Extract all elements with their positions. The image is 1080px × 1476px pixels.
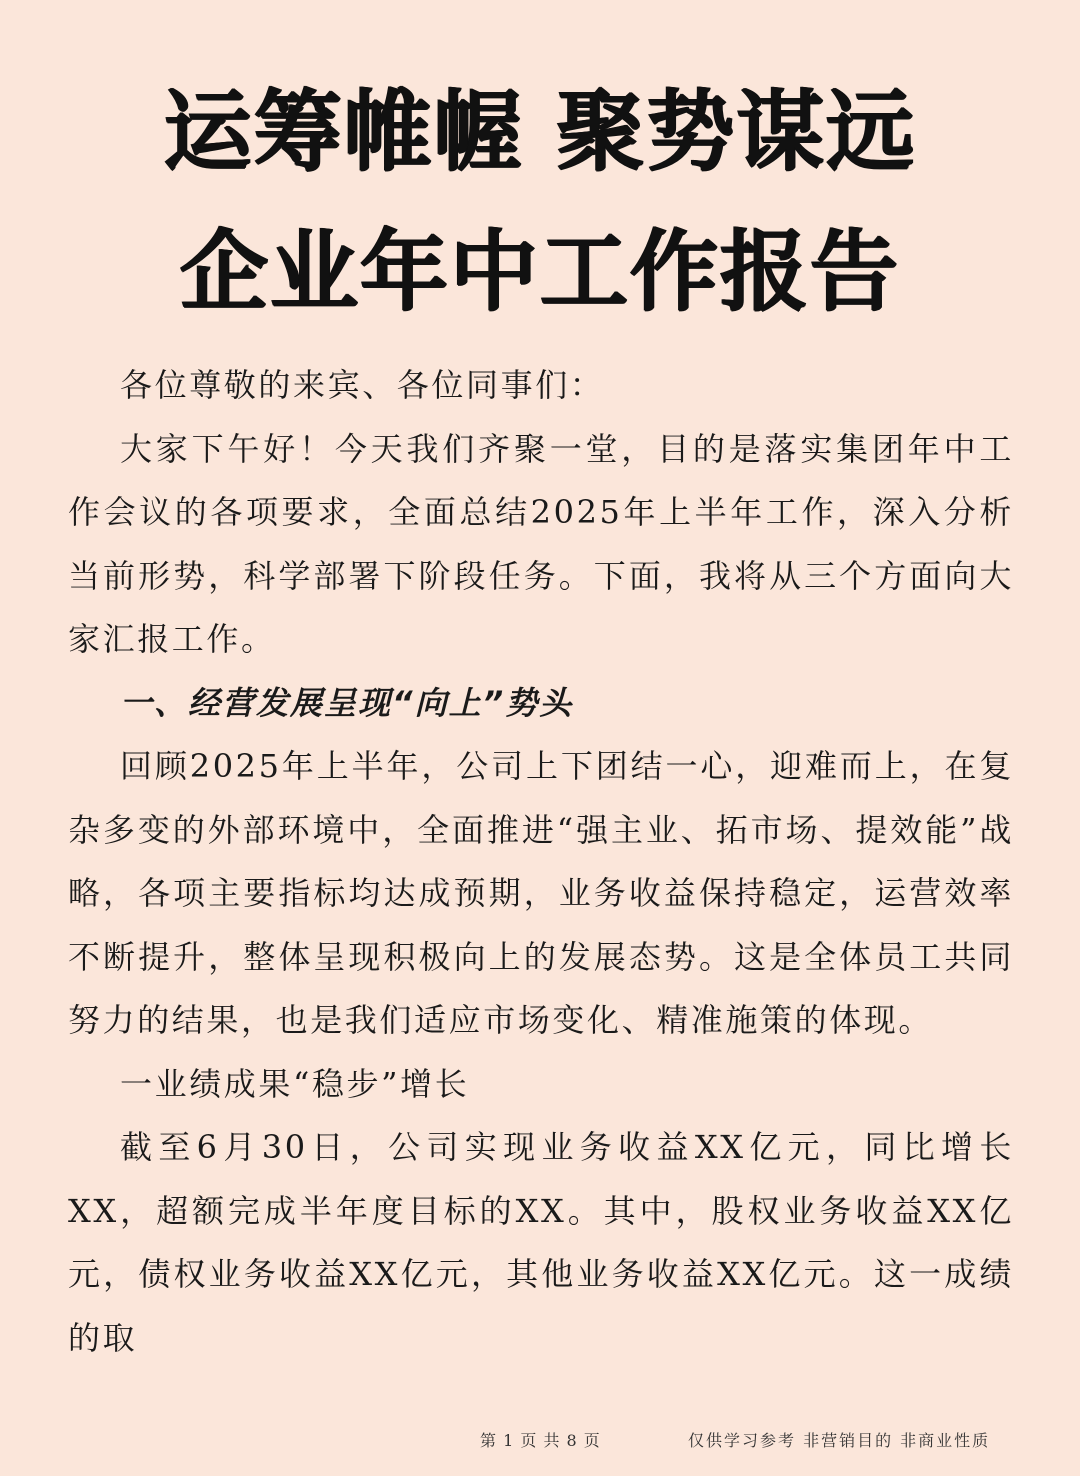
footer-disclaimer: 仅供学习参考 非营销目的 非商业性质 <box>688 1431 991 1450</box>
page-number: 第 1 页 共 8 页 <box>480 1431 601 1450</box>
body-paragraph: 回顾2025年上半年，公司上下团结一心，迎难而上，在复杂多变的外部环境中，全面推进“强主业、拓市场、提效能”战略，各项主要指标均达成预期，业务收益保持稳定，运营效率不断提升，整体呈现积极向上的发展态势。这是全体员工共同努力的结果，也是我们适应市场变化、精准施策的体现。 <box>68 747 1014 1039</box>
document-title-line-2: 企业年中工作报告 <box>179 220 900 323</box>
body-paragraph: 截至6月30日，公司实现业务收益XX亿元，同比增长XX，超额完成半年度目标的XX。其中，股权业务收益XX亿元，债权业务收益XX亿元，其他业务收益XX亿元。这一成绩的取 <box>68 1128 1014 1357</box>
document-title-line-1: 运筹帷幄 聚势谋远 <box>163 80 917 183</box>
salutation: 各位尊敬的来宾、各位同事们： <box>120 366 605 404</box>
document-body <box>68 354 1014 1370</box>
section-heading: 一、经营发展呈现“向上”势头 <box>120 683 574 722</box>
body-paragraph: 大家下午好！今天我们齐聚一堂，目的是落实集团年中工作会议的各项要求，全面总结2025年上半年工作，深入分析当前形势，科学部署下阶段任务。下面，我将从三个方面向大家汇报工作。 <box>68 429 1014 658</box>
subsection-heading: 一业绩成果“稳步”增长 <box>120 1064 470 1103</box>
